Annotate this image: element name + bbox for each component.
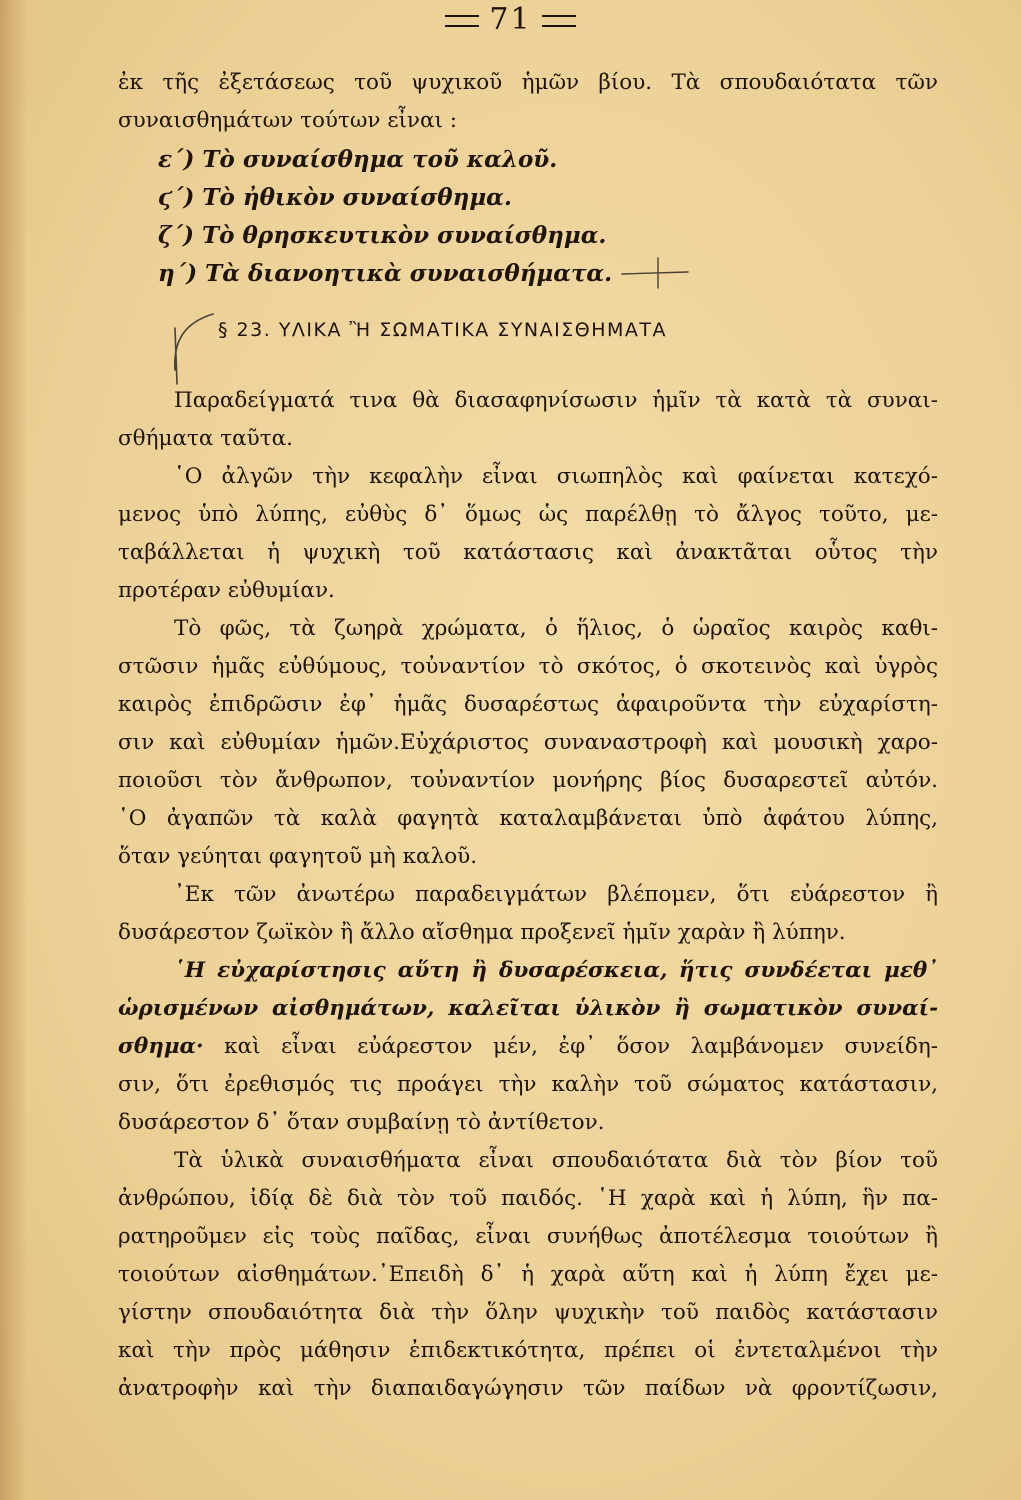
- list-item: [158, 222, 606, 249]
- list-marker: ζ΄): [158, 222, 195, 249]
- text-line: ῾Ο ἀγαπῶν τὰ καλὰ φαγητὰ καταλαμβάνεται ὑπὸ ἀφάτου λύπης,: [118, 806, 938, 831]
- text-line: ὅταν γεύηται φαγητοῦ μὴ καλοῦ.: [118, 844, 478, 869]
- list-text: Τὸ θρησκευτικὸν συναίσθημα.: [202, 222, 607, 249]
- text-line: μενος ὑπὸ λύπης, εὐθὺς δ᾽ ὅμως ὡς παρέλθῃ τὸ ἄλγος τοῦτο, με-: [118, 502, 938, 527]
- text-line: δυσάρεστον δ᾽ ὅταν συμβαίνῃ τὸ ἀντίθετον.: [118, 1110, 605, 1135]
- text-line: σιν καὶ εὐθυμίαν ἡμῶν.Εὐχάριστος συναναστροφὴ καὶ μουσικὴ χαρο-: [118, 730, 938, 755]
- list-text: Τὰ διανοητικὰ συναισθήματα.: [205, 260, 613, 287]
- text-line: [174, 958, 938, 983]
- text-line: ᾽Εκ τῶν ἀνωτέρω παραδειγμάτων βλέπομεν, ὅτι εὐάρεστον ἢ: [174, 882, 938, 907]
- emphasis-text: ὡρισμένων αἰσθημάτων, καλεῖται ὑλικὸν ἢ σωματικὸν συναί-: [118, 996, 938, 1021]
- page-number-rule-left: [445, 15, 479, 27]
- emphasis-text: σθημα·: [118, 1034, 204, 1059]
- list-text: Τὸ συναίσθημα τοῦ καλοῦ.: [202, 146, 558, 173]
- text-line: στῶσιν ἡμᾶς εὐθύμους, τοὐναντίον τὸ σκότος, ὁ σκοτεινὸς καὶ ὑγρὸς: [118, 654, 938, 679]
- text-line: ποιοῦσι τὸν ἄνθρωπον, τοὐναντίον μονήρης βίος δυσαρεστεῖ αὐτόν.: [118, 768, 938, 793]
- emphasis-text: ῾Η εὐχαρίστησις αὕτη ἢ δυσαρέσκεια,: [174, 958, 668, 983]
- binding-shadow: [0, 0, 28, 1500]
- list-marker: ε΄): [158, 146, 195, 173]
- page-number-rule-right: [542, 15, 576, 27]
- text-line: [118, 996, 938, 1021]
- text-line: ρατηροῦμεν εἰς τοὺς παῖδας, εἶναι συνήθως ἀποτέλεσμα τοιούτων ἢ: [118, 1224, 938, 1249]
- text-line: γίστην σπουδαιότητα διὰ τὴν ὅλην ψυχικὴν τοῦ παιδὸς κατάστασιν: [118, 1300, 938, 1325]
- list-item: [158, 146, 557, 173]
- section-title: ΥΛΙΚΑ Ἢ ΣΩΜΑΤΙΚΑ ΣΥΝΑΙΣΘΗΜΑΤΑ: [278, 319, 667, 341]
- page-number: [0, 2, 1021, 37]
- section-number: § 23.: [218, 319, 272, 341]
- plain-text: καὶ εἶναι εὐάρεστον μέν, ἐφ᾽ ὅσον λαμβάνομεν συνείδη-: [224, 1034, 938, 1059]
- text-line: τοιούτων αἰσθημάτων.᾽Επειδὴ δ᾽ ἡ χαρὰ αὕτη καὶ ἡ λύπη ἔχει με-: [118, 1262, 938, 1287]
- text-line: σιν, ὅτι ἐρεθισμός τις προάγει τὴν καλὴν τοῦ σώματος κατάστασιν,: [118, 1072, 938, 1097]
- text-line: σθήματα ταῦτα.: [118, 426, 293, 451]
- text-line: ἀνθρώπου, ἰδίᾳ δὲ διὰ τὸν τοῦ παιδός. ῾Η χαρὰ καὶ ἡ λύπη, ἣν πα-: [118, 1186, 938, 1211]
- text-line: καιρὸς ἐπιδρῶσιν ἐφ᾽ ἡμᾶς δυσαρέστως ἀφαιροῦντα τὴν εὐχαρίστη-: [118, 692, 938, 717]
- text-line: προτέραν εὐθυμίαν.: [118, 578, 335, 603]
- list-text: Τὸ ἠθικὸν συναίσθημα.: [202, 184, 512, 211]
- text-line: συναισθημάτων τούτων εἶναι :: [118, 108, 457, 133]
- text-line: ταβάλλεται ἡ ψυχικὴ τοῦ κατάστασις καὶ ἀνακτᾶται οὗτος τὴν: [118, 540, 938, 565]
- emphasis-text: ἥτις συνδέεται μεθ᾽: [678, 958, 938, 983]
- list-item: [158, 184, 512, 211]
- text-line: δυσάρεστον ζωϊκὸν ἢ ἄλλο αἴσθημα προξενεῖ ἡμῖν χαρὰν ἢ λύπην.: [118, 920, 846, 945]
- pencil-bracket-mark: [165, 308, 225, 388]
- text-line: [118, 1034, 938, 1059]
- text-line: Τὰ ὑλικὰ συναισθήματα εἶναι σπουδαιότατα διὰ τὸν βίον τοῦ: [174, 1148, 938, 1173]
- text-line: Τὸ φῶς, τὰ ζωηρὰ χρώματα, ὁ ἥλιος, ὁ ὡραῖος καιρὸς καθι-: [174, 616, 938, 641]
- text-line: ἀνατροφὴν καὶ τὴν διαπαιδαγώγησιν τῶν παίδων νὰ φροντίζωσιν,: [118, 1376, 938, 1401]
- list-marker: ϛ΄): [158, 184, 195, 211]
- list-item: [158, 260, 612, 287]
- text-line: Παραδείγματά τινα θὰ διασαφηνίσωσιν ἡμῖν τὰ κατὰ τὰ συναι-: [174, 388, 938, 413]
- text-line: ἐκ τῆς ἐξετάσεως τοῦ ψυχικοῦ ἡμῶν βίου. Τὰ σπουδαιότατα τῶν: [118, 70, 938, 95]
- text-line: ῾Ο ἀλγῶν τὴν κεφαλὴν εἶναι σιωπηλὸς καὶ φαίνεται κατεχό-: [174, 464, 938, 489]
- section-heading: [218, 319, 667, 341]
- list-marker: η΄): [158, 260, 198, 287]
- text-line: καὶ τὴν πρὸς μάθησιν ἐπιδεκτικότητα, πρέπει οἱ ἐντεταλμένοι τὴν: [118, 1338, 938, 1363]
- pencil-arrow-mark: [618, 252, 698, 292]
- page-number-text: 71: [489, 2, 532, 37]
